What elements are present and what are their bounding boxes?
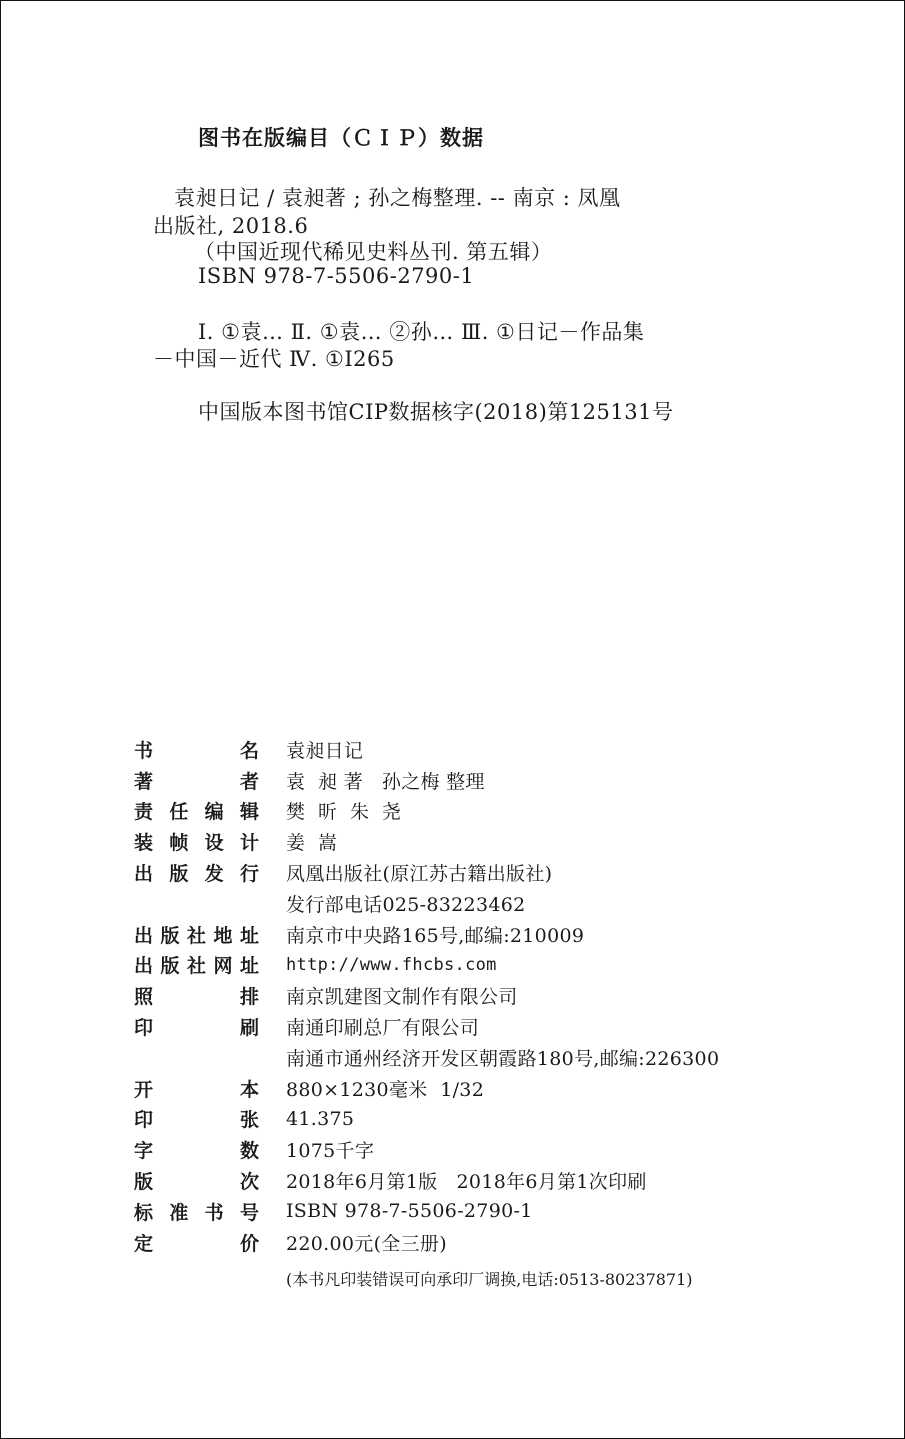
info-value: 1075千字 <box>286 1140 375 1163</box>
info-value: 南通市通州经济开发区朝霞路180号,邮编:226300 <box>286 1047 720 1070</box>
cip-title: 图书在版编目（ＣＩＰ）数据 <box>198 126 484 150</box>
info-label-char: 出 <box>134 863 154 886</box>
info-label-char: 价 <box>239 1232 259 1255</box>
info-label <box>134 982 259 1009</box>
info-value: 南京凯建图文制作有限公司 <box>286 986 518 1009</box>
info-row <box>134 1073 794 1104</box>
info-label-char: 出 <box>134 955 154 978</box>
info-row <box>134 888 794 919</box>
info-label <box>134 921 259 948</box>
info-label-char: 社 <box>186 924 206 947</box>
info-row <box>134 765 794 796</box>
info-row <box>134 1104 794 1135</box>
info-label <box>134 767 259 794</box>
info-value: 41.375 <box>286 1107 355 1130</box>
info-label-char: 发 <box>204 863 224 886</box>
info-row <box>134 1196 794 1227</box>
info-label <box>134 1013 259 1040</box>
info-label-char: 著 <box>134 770 154 793</box>
info-label-char: 者 <box>239 770 259 793</box>
info-value: 880×1230毫米 1/32 <box>286 1078 485 1101</box>
info-row <box>134 857 794 888</box>
info-row <box>134 1165 794 1196</box>
info-value: 凤凰出版社(原江苏古籍出版社) <box>286 863 553 886</box>
info-label-char: 版 <box>160 955 180 978</box>
cip-record-line: 出版社, 2018.6 <box>153 214 309 238</box>
info-label <box>134 859 259 886</box>
info-label-char: 开 <box>134 1078 154 1101</box>
info-label-char: 版 <box>134 1171 154 1194</box>
info-label-char: 装 <box>134 832 154 855</box>
info-label-char: 数 <box>239 1140 259 1163</box>
info-label <box>134 736 259 763</box>
info-label-char: 计 <box>239 832 259 855</box>
info-value: 220.00元(全三册) <box>286 1232 447 1255</box>
info-value: 南京市中央路165号,邮编:210009 <box>286 924 585 947</box>
info-label-char: 网 <box>213 955 233 978</box>
info-label-char: 编 <box>204 801 224 824</box>
info-row <box>134 1134 794 1165</box>
info-row <box>134 1227 794 1258</box>
info-label-char: 辑 <box>239 801 259 824</box>
info-row <box>134 796 794 827</box>
info-label-char: 社 <box>186 955 206 978</box>
info-label-char: 书 <box>204 1201 224 1224</box>
cip-classification-line: －中国－近代 Ⅳ. ①I265 <box>153 347 395 371</box>
info-label-char: 址 <box>239 924 259 947</box>
info-label-char: 地 <box>213 924 233 947</box>
info-label-char: 址 <box>239 955 259 978</box>
info-row <box>134 950 794 981</box>
info-label-char: 印 <box>134 1109 154 1132</box>
info-label-char: 设 <box>204 832 224 855</box>
info-row <box>134 1042 794 1073</box>
info-row <box>134 826 794 857</box>
info-row <box>134 980 794 1011</box>
info-value: 袁 昶 著 孙之梅 整理 <box>286 770 485 793</box>
info-value: 2018年6月第1版 2018年6月第1次印刷 <box>286 1171 647 1194</box>
cip-series-line: （中国近现代稀见史料丛刊. 第五辑） <box>194 240 553 264</box>
info-value: http://www.fhcbs.com <box>286 954 497 975</box>
info-label-char: 版 <box>160 924 180 947</box>
info-label-char: 出 <box>134 924 154 947</box>
info-label-char: 排 <box>239 986 259 1009</box>
cip-number-line: 中国版本图书馆CIP数据核字(2018)第125131号 <box>198 400 674 424</box>
info-label-char: 任 <box>169 801 189 824</box>
info-label <box>134 1229 259 1256</box>
info-value: ISBN 978-7-5506-2790-1 <box>286 1200 533 1223</box>
info-label <box>134 1105 259 1132</box>
info-label <box>134 797 259 824</box>
info-row <box>134 734 794 765</box>
info-label-char: 帧 <box>169 832 189 855</box>
cip-record-line: 袁昶日记 / 袁昶著 ; 孙之梅整理. -- 南京 : 凤凰 <box>174 186 621 210</box>
cip-isbn-line: ISBN 978-7-5506-2790-1 <box>198 264 475 288</box>
info-label-char: 字 <box>134 1140 154 1163</box>
info-label-char: 张 <box>239 1109 259 1132</box>
info-label-char: 定 <box>134 1232 154 1255</box>
info-label-char: 标 <box>134 1201 154 1224</box>
info-label-char: 书 <box>134 739 154 762</box>
info-label-char: 照 <box>134 986 154 1009</box>
info-label <box>134 1198 259 1225</box>
info-value: 姜 嵩 <box>286 832 338 855</box>
info-label-char: 本 <box>239 1078 259 1101</box>
info-value: 樊 昕 朱 尧 <box>286 801 402 824</box>
info-row <box>134 1011 794 1042</box>
info-label-char: 次 <box>239 1171 259 1194</box>
info-label-char: 号 <box>239 1201 259 1224</box>
info-label-char: 刷 <box>239 1017 259 1040</box>
info-value: 南通印刷总厂有限公司 <box>286 1017 480 1040</box>
publication-info-table <box>134 734 794 1258</box>
info-label-char: 准 <box>169 1201 189 1224</box>
info-value: 袁昶日记 <box>286 739 364 762</box>
info-label-char: 名 <box>239 739 259 762</box>
info-label <box>134 1075 259 1102</box>
printing-error-note: (本书凡印装错误可向承印厂调换,电话:0513-80237871) <box>286 1270 693 1289</box>
info-label <box>134 951 259 978</box>
info-label <box>134 828 259 855</box>
info-label <box>134 1167 259 1194</box>
info-label-char: 版 <box>169 863 189 886</box>
info-label <box>134 1136 259 1163</box>
info-label-char: 印 <box>134 1017 154 1040</box>
info-row <box>134 919 794 950</box>
info-label-char: 责 <box>134 801 154 824</box>
info-label-char: 行 <box>239 863 259 886</box>
info-value: 发行部电话025-83223462 <box>286 893 526 916</box>
cip-classification-line: Ⅰ. ①袁… Ⅱ. ①袁… ②孙… Ⅲ. ①日记－作品集 <box>198 320 645 344</box>
